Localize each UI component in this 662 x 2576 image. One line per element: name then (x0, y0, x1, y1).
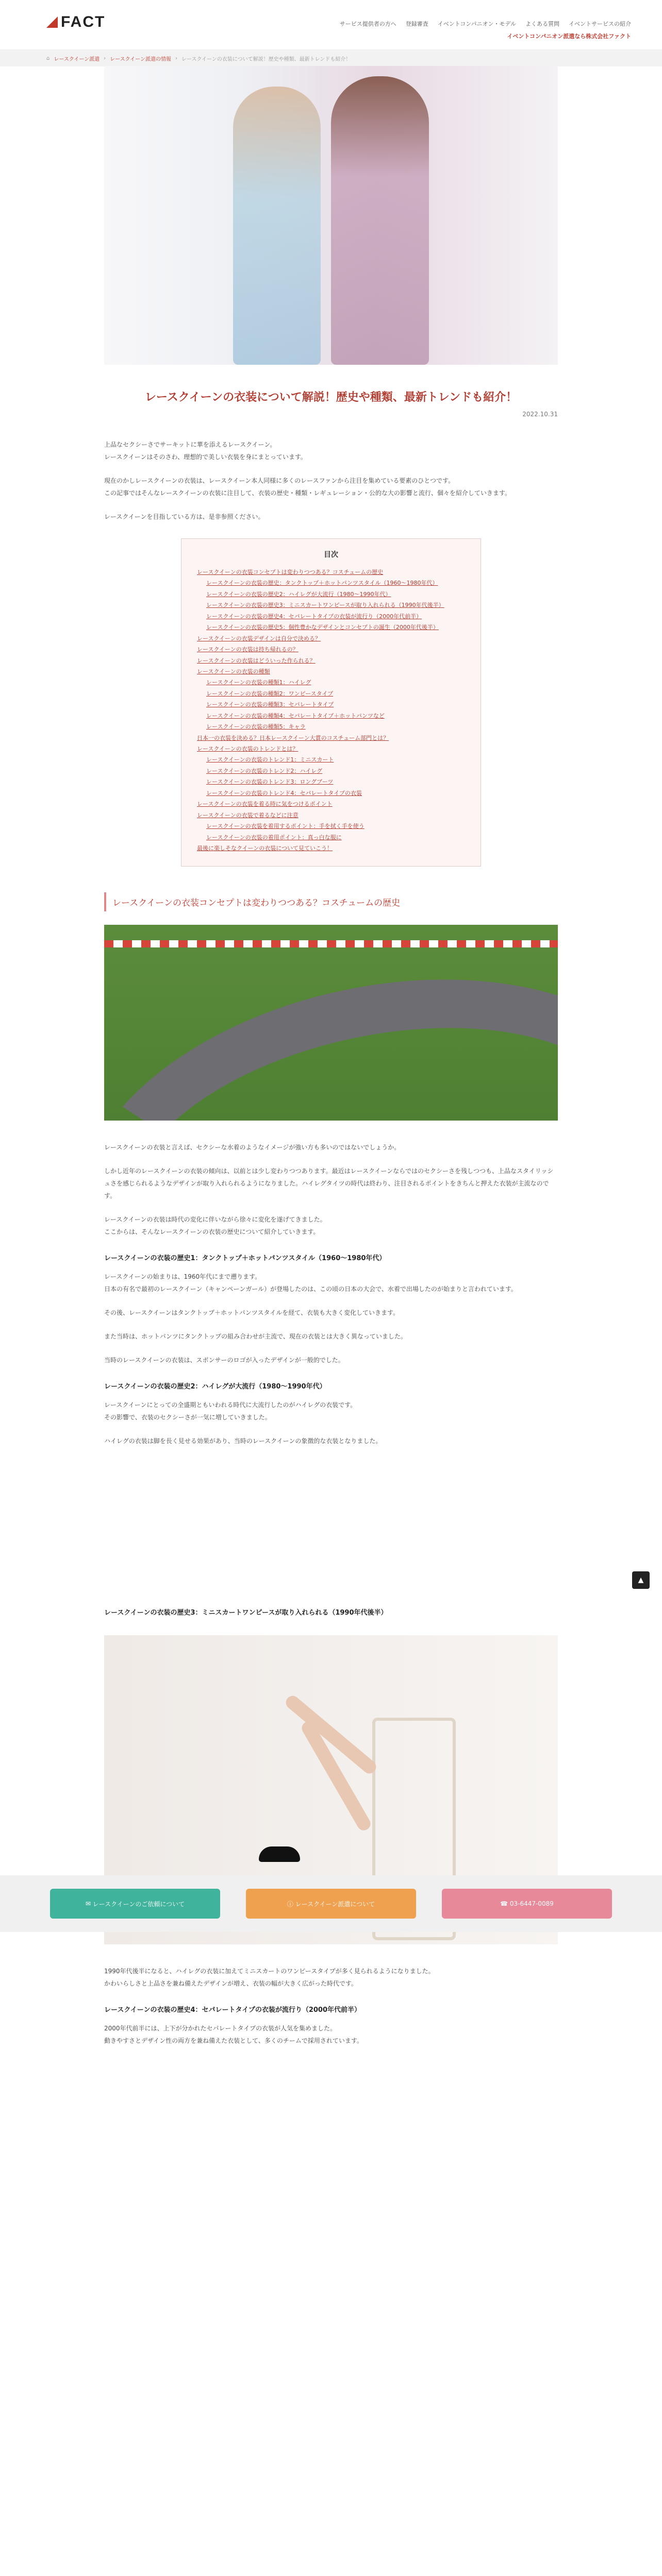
hero-image (104, 66, 558, 365)
page-title: レースクイーンの衣装について解説！歴史や種類、最新トレンドも紹介！ (144, 391, 518, 404)
toc-link[interactable]: レースクイーンの衣装の歴史2：ハイレグが大流行（1980～1990年代） (206, 590, 391, 598)
logo-mark-icon (46, 16, 58, 28)
toc-link[interactable]: レースクイーンの衣装のトレンド1：ミニスカート (206, 756, 334, 764)
toc-link[interactable]: レースクイーンの衣装コンセプトは変わりつつある？コスチュームの歴史 (197, 569, 384, 575)
breadcrumb-current: レースクイーンの衣装について解説！歴史や種類、最新トレンドも紹介！ (181, 56, 351, 62)
body-paragraph: しかし近年のレースクイーンの衣装の傾向は、以前とは少し変わりつつあります。最近はレースクイーンならではのセクシーさを残しつつも、上品なスタイリッシュさを感じられるようなデザインが取り入れられるようになりました。ハイレグタイツの時代は終わり、注目されるポイントをきちんと押えた衣装が主流なのです。 (104, 1167, 554, 1200)
toc-link[interactable]: レースクイーンの衣装で着るなどに注意 (197, 811, 299, 819)
phone-button[interactable]: ☎ 03-6447-0089 (442, 1889, 612, 1919)
subsection-heading: レースクイーンの衣装の歴史2：ハイレグが大流行（1980～1990年代） (104, 1383, 326, 1391)
site-header (0, 0, 662, 50)
home-icon: ⌂ (46, 55, 50, 61)
race-track-image (104, 925, 558, 1121)
nav-item[interactable]: よくある質問 (525, 21, 559, 27)
toc-link[interactable]: レースクイーンの衣装の歴史4：セパレートタイプの衣装が流行り（2000年代前半） (206, 613, 422, 620)
phone-icon: ☎ (500, 1900, 510, 1907)
toc-link[interactable]: レースクイーンの衣装のトレンド4：セパレートタイプの衣装 (206, 789, 362, 796)
cta-bar (0, 1875, 662, 1932)
company-tagline: イベントコンパニオン派遣なら株式会社ファクト (507, 33, 631, 40)
toc-link[interactable]: レースクイーンの衣装は持ち帰れるの？ (197, 646, 299, 653)
toc-link[interactable]: 最後に楽しそなクイーンの衣装について見ていこう！ (197, 844, 333, 852)
toc-link[interactable]: レースクイーンの衣装の種類 (197, 668, 270, 675)
nav-item[interactable]: イベントサービスの紹介 (569, 21, 631, 27)
body-paragraph: 2000年代前半には、上下が分かれたセパレートタイプの衣装が人気を集めました。 動きやすさとデザイン性の両方を兼ね備えた衣装として、多くのチームで採用されています。 (104, 2025, 363, 2045)
toc-title: 目次 (324, 551, 338, 559)
toc-list (197, 567, 465, 854)
body-paragraph: レースクイーンの始まりは、1960年代にまで遡ります。 日本の有名で最初のレースクイーン（キャンペーンガール）が登場したのは、この頃の日本の大会で、水着で出場したのが始まりと言われています。 (104, 1273, 517, 1293)
toc-link[interactable]: レースクイーンの衣装を着る時に気をつけるポイント (197, 801, 333, 808)
toc-link[interactable]: レースクイーンの衣装のトレンドとは？ (197, 745, 299, 752)
toc-link[interactable]: レースクイーンの衣装の歴史3：ミニスカートワンピースが取り入れられる（1990年代後半） (206, 602, 444, 609)
breadcrumb (0, 50, 662, 66)
toc-link[interactable]: 日本一の衣装を決める？日本レースクイーン大賞のコスチューム部門とは？ (197, 734, 389, 741)
subsection-heading: レースクイーンの衣装の歴史1：タンクトップ＋ホットパンツスタイル（1960～1980年代） (104, 1255, 386, 1263)
section-heading: レースクイーンの衣装コンセプトは変わりつつある？コスチュームの歴史 (104, 892, 558, 911)
body-paragraph: レースクイーンの衣装と言えば、セクシーな水着のようなイメージが強い方も多いのではないでしょうか。 (104, 1144, 401, 1151)
toc-link[interactable]: レースクイーンの衣装の着用ポイント：真っ白な服に (206, 834, 342, 841)
subsection-heading: レースクイーンの衣装の歴史4：セパレートタイプの衣装が流行り（2000年代前半） (104, 2006, 361, 2014)
toc-link[interactable]: レースクイーンの衣装を着用するポイント：手を拭く手を使う (206, 823, 365, 830)
toc-link[interactable]: レースクイーンの衣装の種類4：セパレートタイプ＋ホットパンツなど (206, 712, 385, 719)
site-logo[interactable] (46, 13, 105, 31)
intro-paragraph: レースクイーンを目指している方は、是非参照ください。 (104, 513, 264, 520)
subsection-heading: レースクイーンの衣装の歴史3：ミニスカートワンピースが取り入れられる（1990年代後半） (104, 1609, 388, 1617)
info-icon: ⓘ (287, 1900, 295, 1908)
breadcrumb-home[interactable]: レースクイーン派遣 (54, 56, 100, 62)
logo-text: FACT (61, 13, 106, 30)
toc-link[interactable]: レースクイーンの衣装デザインは自分で決める？ (197, 635, 321, 642)
global-nav (340, 20, 631, 28)
breadcrumb-separator: › (104, 55, 106, 61)
intro-paragraph: 現在のかしレースクイーンの衣装は、レースクイーン本人同様に多くのレースファンから注目を集めている要素のひとつです。 この記事ではそんなレースクイーンの衣装に注目して、衣装の歴史・種類・レギュレーション・公的な大の影響と流行、個々を紹介していきます。 (104, 477, 511, 497)
breadcrumb-separator: › (175, 55, 177, 61)
dispatch-info-button[interactable]: ⓘ レースクイーン派遣について (246, 1889, 416, 1919)
toc-link[interactable]: レースクイーンの衣装のトレンド2：ハイレグ (206, 767, 323, 774)
toc-link[interactable]: レースクイーンの衣装の種類1：ハイレグ (206, 679, 311, 686)
body-paragraph: 1990年代後半になると、ハイレグの衣装に加えてミニスカートのワンピースタイプが多く見られるようになりました。 かわいらしさと上品さを兼ね備えたデザインが増え、衣装の幅が大きく広がった時代です。 (104, 1968, 435, 1988)
body-paragraph: 当時のレースクイーンの衣装は、スポンサーのロゴが入ったデザインが一般的でした。 (104, 1357, 344, 1364)
breadcrumb-parent[interactable]: レースクイーン派遣の情報 (110, 56, 171, 62)
body-paragraph: レースクイーンの衣装は時代の変化に伴いながら徐々に変化を遂げてきました。 ここからは、そんなレースクイーンの衣装の歴史について紹介していきます。 (104, 1216, 326, 1236)
request-button[interactable]: ✉ レースクイーンのご依頼について (50, 1889, 220, 1919)
toc-link[interactable]: レースクイーンの衣装はどういった作られる？ (197, 657, 316, 664)
toc-link[interactable]: レースクイーンの衣装のトレンド3：ロングブーツ (206, 778, 334, 786)
nav-item[interactable]: サービス提供者の方へ (339, 21, 396, 27)
body-paragraph: また当時は、ホットパンツにタンクトップの組み合わせが主流で、現在の衣装とは大きく異なっていました。 (104, 1333, 407, 1341)
mail-icon: ✉ (85, 1900, 93, 1907)
body-paragraph: ハイレグの衣装は脚を長く見せる効果があり、当時のレースクイーンの象徴的な衣装となりました。 (104, 1437, 382, 1445)
nav-item[interactable]: イベントコンパニオン・モデル (437, 21, 516, 27)
toc-link[interactable]: レースクイーンの衣装の種類3：セパレートタイプ (206, 701, 334, 708)
body-paragraph: その後、レースクイーンはタンクトップ＋ホットパンツスタイルを経て、衣装も大きく変化していきます。 (104, 1309, 400, 1317)
intro-paragraph: 上品なセクシーさでサーキットに華を添えるレースクイーン。 レースクイーンはそのさわ、理想的で美しい衣装を身にまとっています。 (104, 441, 307, 461)
toc-link[interactable]: レースクイーンの衣装の種類2：ワンピースタイプ (206, 690, 334, 697)
table-of-contents (181, 538, 481, 867)
toc-link[interactable]: レースクイーンの衣装の歴史：タンクトップ＋ホットパンツスタイル（1960～1980年代） (206, 580, 438, 587)
article (104, 66, 558, 2058)
toc-link[interactable]: レースクイーンの衣装の歴史5：個性豊かなデザインとコンセプトの誕生（2000年代後半） (206, 624, 439, 631)
toc-link[interactable]: レースクイーンの衣装の種類5：キャラ (206, 723, 306, 731)
post-date: 2022.10.31 (522, 411, 558, 418)
page-top-button[interactable]: ▲ (632, 1571, 650, 1589)
body-paragraph: レースクイーンにとっての全盛期ともいわれる時代に大流行したのがハイレグの衣装です。 その影響で、衣装のセクシーさが一気に増していきました。 (104, 1401, 357, 1421)
nav-item[interactable]: 登録審査 (405, 21, 428, 27)
